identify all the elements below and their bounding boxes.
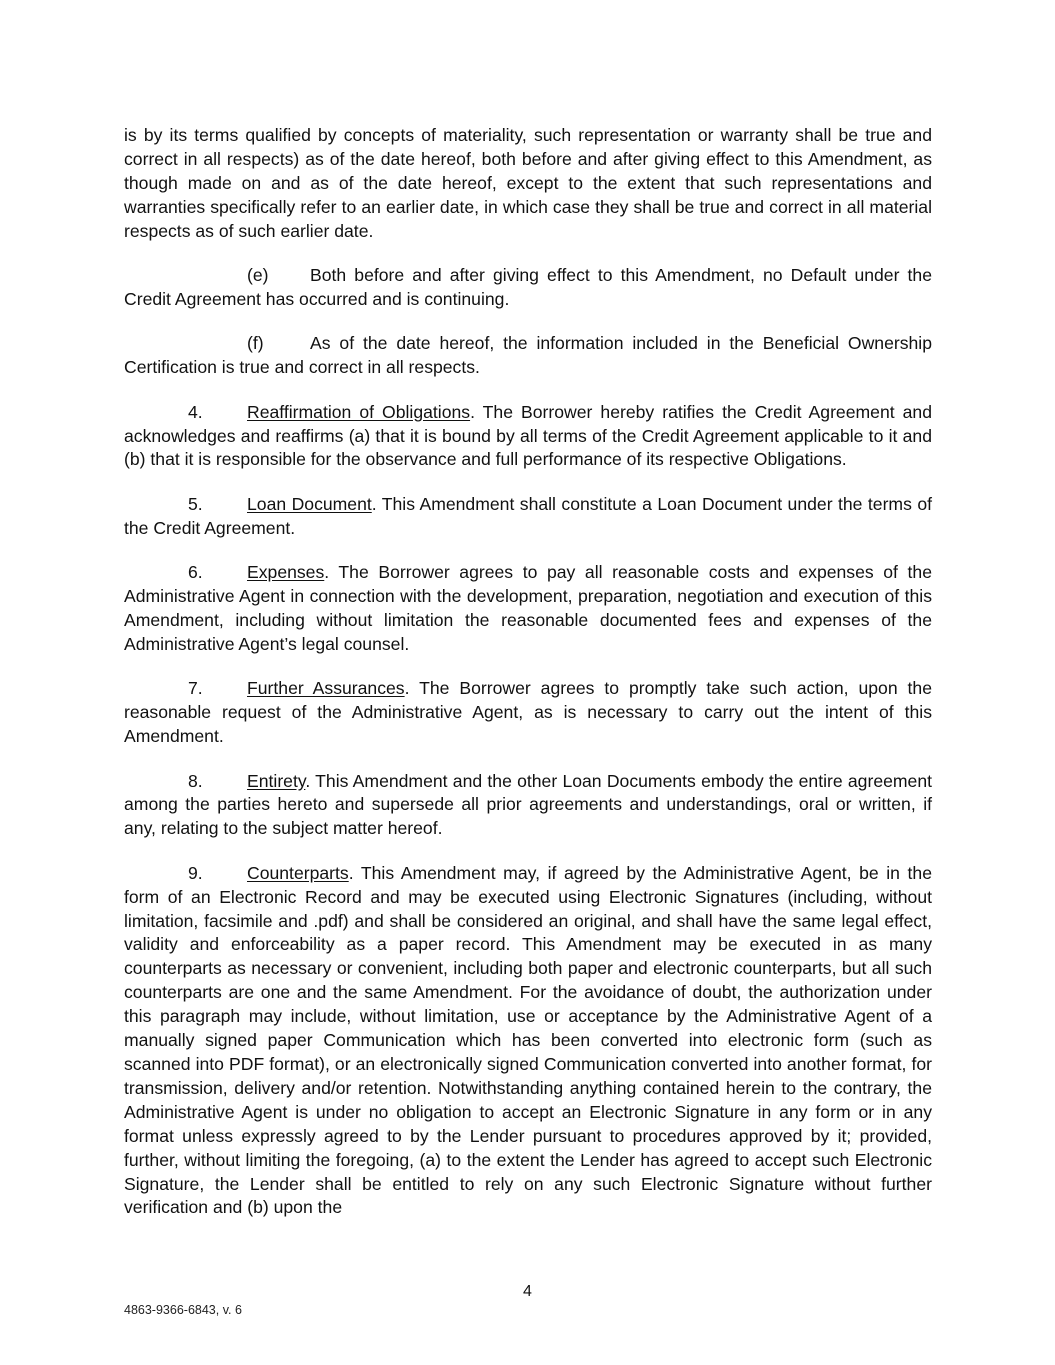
section-7 <box>124 677 932 749</box>
page-number: 4 <box>523 1283 532 1300</box>
section-heading: Expenses <box>247 562 325 583</box>
section-number: 6. <box>188 562 203 583</box>
clause-label: (f) <box>247 333 264 354</box>
clause-f <box>124 332 932 380</box>
section-text: . This Amendment may, if agreed by the Administrative Agent, be in the form of an Electronic Record and may be executed using Electronic Signatures (including, without limitation, facsimile and .pdf) and shall be considered an original, and shall have the same legal effect, validity and enforceability as a paper record. This Amendment may be executed in as many counterparts as necessary or convenient, including both paper and electronic counterparts, but all such counterparts are one and the same Amendment. For the avoidance of doubt, the authorization under this paragraph may include, without limitation, use or acceptance by the Administrative Agent of a manually signed paper Communication which has been converted into electronic form (such as scanned into PDF format), or an electronically signed Communication converted into another format, for transmission, delivery and/or retention. Notwithstanding anything contained herein to the contrary, the Administrative Agent is under no obligation to accept an Electronic Signature in any form or in any format unless expressly agreed to by the Lender pursuant to procedures approved by it; provided, further, without limiting the foregoing, (a) to the extent the Lender has agreed to accept such Electronic Signature, the Lender shall be entitled to rely on any such Electronic Signature without further verification and (b) upon the <box>124 862 932 1218</box>
section-heading: Reaffirmation of Obligations <box>247 401 471 422</box>
section-number: 7. <box>188 678 203 699</box>
section-text: . The Borrower agrees to promptly take such action, upon the reasonable request of the Administrative Agent, as is necessary to carry out the intent of this Amendment. <box>124 678 932 747</box>
section-9 <box>124 862 932 1221</box>
section-4 <box>124 401 932 473</box>
clause-text: As of the date hereof, the information included in the Beneficial Ownership Certification is true and correct in all respects. <box>124 333 932 378</box>
section-6 <box>124 561 932 657</box>
section-heading: Loan Document <box>247 493 372 514</box>
section-text: . The Borrower agrees to pay all reasonable costs and expenses of the Administrative Agent in connection with the development, preparation, negotiation and execution of this Amendment, including without limitation the reasonable documented fees and expenses of the Administrative Agent’s legal counsel. <box>124 562 932 654</box>
paragraph-text: is by its terms qualified by concepts of materiality, such representation or warranty shall be true and correct in all respects) as of the date hereof, both before and after giving effect to this Amendment, as though made on and as of the date hereof, except to the extent that such representations and warranties specifically refer to an earlier date, in which case they shall be true and correct in all material respects as of such earlier date. <box>124 125 932 241</box>
clause-text: Both before and after giving effect to this Amendment, no Default under the Credit Agreement has occurred and is continuing. <box>124 265 932 309</box>
section-heading: Further Assurances <box>247 678 405 699</box>
document-id: 4863-9366-6843, v. 6 <box>124 1303 242 1317</box>
clause-e <box>124 264 932 312</box>
clause-label: (e) <box>247 265 269 286</box>
section-heading: Entirety <box>247 770 306 791</box>
paragraph-continuation <box>124 124 932 244</box>
section-number: 4. <box>188 401 203 422</box>
section-text: . This Amendment and the other Loan Documents embody the entire agreement among the parties hereto and supersede all prior agreements and understandings, oral or written, if any, relating to the subject matter hereof. <box>124 770 932 839</box>
section-number: 5. <box>188 493 203 514</box>
section-number: 8. <box>188 770 203 791</box>
section-number: 9. <box>188 862 203 883</box>
section-text: . This Amendment shall constitute a Loan Document under the terms of the Credit Agreement. <box>124 493 932 538</box>
section-heading: Counterparts <box>247 862 349 883</box>
section-8 <box>124 770 932 842</box>
document-body <box>124 124 932 1241</box>
section-text: . The Borrower hereby ratifies the Credit Agreement and acknowledges and reaffirms (a) that it is bound by all terms of the Credit Agreement applicable to it and (b) that it is responsible for the observance and full performance of its respective Obligations. <box>124 401 932 470</box>
section-5 <box>124 493 932 541</box>
